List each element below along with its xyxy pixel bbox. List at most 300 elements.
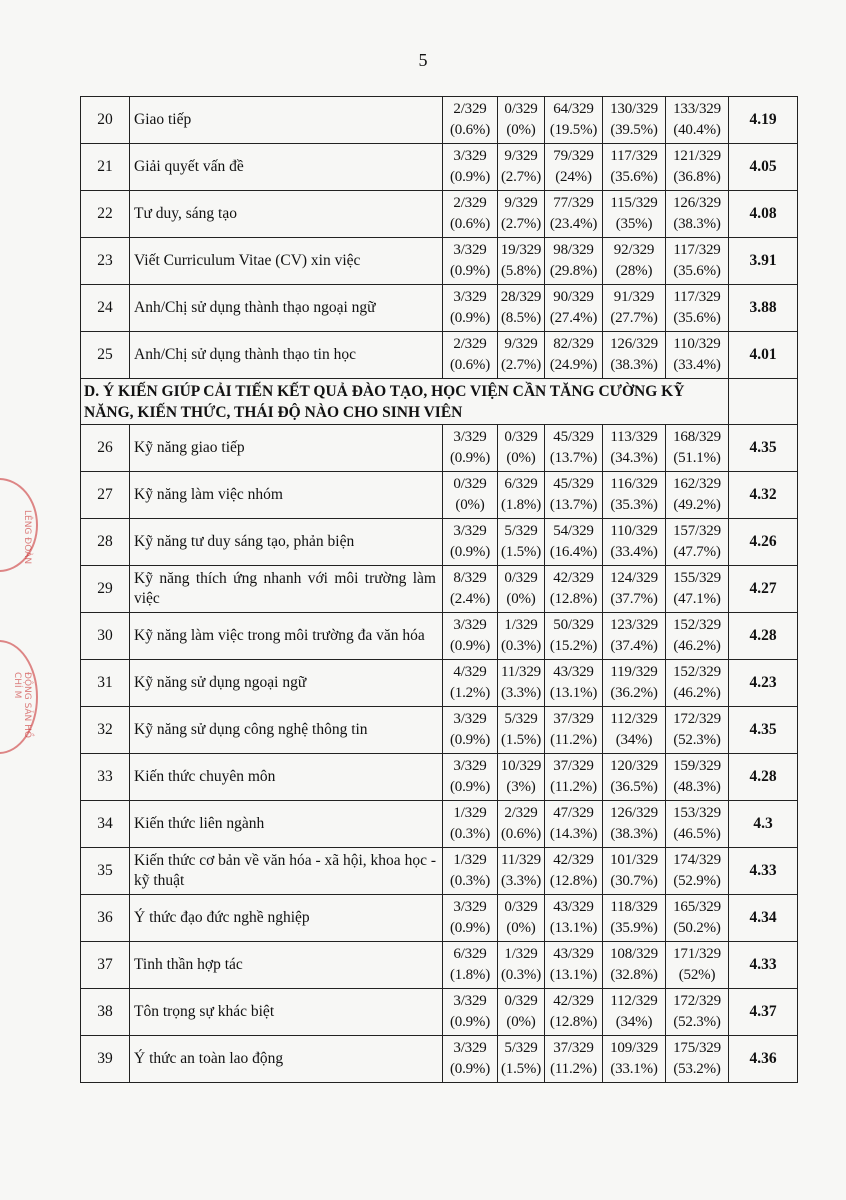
rating-count: 98/329	[553, 242, 594, 258]
rating-count: 113/329	[610, 429, 658, 445]
rating-cell-4	[603, 1036, 666, 1083]
rating-cell-4	[603, 97, 666, 144]
mean-score: 4.33	[729, 848, 798, 895]
row-number: 34	[81, 801, 130, 848]
rating-count: 152/329	[673, 617, 721, 633]
rating-count: 168/329	[673, 429, 721, 445]
rating-cell-1	[443, 332, 498, 379]
rating-cell-2	[498, 895, 545, 942]
rating-cell-1	[443, 707, 498, 754]
rating-percent: (1.5%)	[500, 1061, 542, 1077]
row-number: 39	[81, 1036, 130, 1083]
rating-count: 2/329	[453, 195, 487, 211]
rating-percent: (16.4%)	[549, 544, 598, 560]
rating-cell-3	[545, 472, 603, 519]
rating-count: 1/329	[504, 946, 538, 962]
table-row	[81, 144, 798, 191]
rating-percent: (33.4%)	[673, 357, 721, 373]
stamp-text: ĐỘNG SẢN HỒ CHÍ M	[12, 672, 32, 738]
rating-cell-3	[545, 989, 603, 1036]
rating-count: 117/329	[673, 289, 721, 305]
rating-count: 3/329	[453, 758, 487, 774]
rating-cell-1	[443, 425, 498, 472]
rating-count: 159/329	[673, 758, 721, 774]
row-number: 23	[81, 238, 130, 285]
rating-cell-4	[603, 895, 666, 942]
rating-count: 165/329	[673, 899, 721, 915]
rating-cell-1	[443, 1036, 498, 1083]
row-number: 26	[81, 425, 130, 472]
rating-count: 3/329	[453, 899, 487, 915]
rating-percent: (29.8%)	[549, 263, 598, 279]
rating-cell-1	[443, 191, 498, 238]
rating-percent: (5.8%)	[500, 263, 542, 279]
row-item-label: Anh/Chị sử dụng thành thạo ngoại ngữ	[130, 285, 443, 332]
table-row	[81, 238, 798, 285]
rating-cell-4	[603, 425, 666, 472]
section-d-title: D. Ý KIẾN GIÚP CẢI TIẾN KẾT QUẢ ĐÀO TẠO, HỌC VIỆN CẦN TĂNG CƯỜNG KỸ NĂNG, KIẾN THỨC, THÁI ĐỘ NÀO CHO SINH VIÊN	[81, 379, 729, 425]
rating-cell-3	[545, 519, 603, 566]
rating-percent: (34%)	[615, 732, 653, 748]
row-number: 20	[81, 97, 130, 144]
rating-percent: (24%)	[555, 169, 592, 185]
table-row	[81, 613, 798, 660]
rating-count: 42/329	[553, 852, 594, 868]
rating-percent: (11.2%)	[550, 732, 597, 748]
rating-cell-3	[545, 144, 603, 191]
table-row	[81, 754, 798, 801]
rating-count: 110/329	[673, 336, 721, 352]
mean-score: 4.01	[729, 332, 798, 379]
row-item-label: Ý thức đạo đức nghề nghiệp	[130, 895, 443, 942]
rating-cell-4	[603, 472, 666, 519]
rating-cell-3	[545, 848, 603, 895]
rating-percent: (12.8%)	[549, 591, 598, 607]
rating-count: 4/329	[453, 664, 487, 680]
rating-percent: (33.1%)	[610, 1061, 658, 1077]
rating-count: 3/329	[453, 711, 487, 727]
rating-percent: (53.2%)	[673, 1061, 721, 1077]
rating-count: 3/329	[453, 429, 487, 445]
rating-cell-2	[498, 660, 545, 707]
rating-cell-5	[666, 801, 729, 848]
rating-cell-5	[666, 519, 729, 566]
rating-percent: (46.2%)	[673, 685, 721, 701]
table-body-section-d	[81, 425, 798, 1083]
stamp-text: LÊNG ĐOÀN	[22, 510, 32, 565]
rating-percent: (32.8%)	[610, 967, 658, 983]
rating-cell-3	[545, 754, 603, 801]
row-item-label: Kiến thức cơ bản về văn hóa - xã hội, khoa học - kỹ thuật	[130, 848, 443, 895]
rating-percent: (0.9%)	[449, 1014, 491, 1030]
rating-percent: (27.7%)	[610, 310, 658, 326]
rating-percent: (8.5%)	[500, 310, 542, 326]
rating-percent: (19.5%)	[549, 122, 598, 138]
rating-percent: (36.8%)	[673, 169, 721, 185]
rating-cell-5	[666, 472, 729, 519]
table-row	[81, 425, 798, 472]
rating-cell-4	[603, 848, 666, 895]
rating-percent: (52.3%)	[673, 1014, 721, 1030]
rating-percent: (0.6%)	[500, 826, 542, 842]
rating-count: 118/329	[610, 899, 658, 915]
rating-percent: (1.5%)	[500, 544, 542, 560]
rating-count: 2/329	[453, 336, 487, 352]
rating-cell-2	[498, 848, 545, 895]
row-number: 35	[81, 848, 130, 895]
rating-percent: (14.3%)	[549, 826, 598, 842]
table-row	[81, 191, 798, 238]
rating-count: 3/329	[453, 1040, 487, 1056]
rating-percent: (35.9%)	[610, 920, 658, 936]
row-item-label: Tư duy, sáng tạo	[130, 191, 443, 238]
rating-count: 174/329	[673, 852, 721, 868]
rating-percent: (36.5%)	[610, 779, 658, 795]
rating-percent: (0.9%)	[449, 263, 491, 279]
mean-score: 4.3	[729, 801, 798, 848]
table-row	[81, 707, 798, 754]
section-header-row	[81, 379, 798, 425]
row-item-label: Giải quyết vấn đề	[130, 144, 443, 191]
rating-cell-5	[666, 144, 729, 191]
rating-cell-2	[498, 519, 545, 566]
rating-count: 3/329	[453, 289, 487, 305]
rating-percent: (2.7%)	[500, 216, 542, 232]
rating-percent: (37.4%)	[610, 638, 658, 654]
row-item-label: Tôn trọng sự khác biệt	[130, 989, 443, 1036]
rating-count: 2/329	[504, 805, 538, 821]
rating-cell-2	[498, 613, 545, 660]
rating-count: 64/329	[553, 101, 594, 117]
rating-percent: (0%)	[506, 122, 536, 138]
rating-cell-2	[498, 754, 545, 801]
rating-percent: (3%)	[506, 779, 536, 795]
row-number: 36	[81, 895, 130, 942]
rating-cell-4	[603, 285, 666, 332]
row-number: 32	[81, 707, 130, 754]
rating-percent: (39.5%)	[610, 122, 658, 138]
mean-score: 4.37	[729, 989, 798, 1036]
rating-count: 172/329	[673, 993, 721, 1009]
table-row	[81, 519, 798, 566]
rating-cell-4	[603, 144, 666, 191]
rating-count: 1/329	[504, 617, 538, 633]
rating-count: 0/329	[504, 429, 538, 445]
rating-percent: (11.2%)	[550, 779, 597, 795]
rating-percent: (2.7%)	[500, 357, 542, 373]
rating-count: 101/329	[610, 852, 658, 868]
rating-cell-2	[498, 97, 545, 144]
rating-percent: (12.8%)	[549, 873, 598, 889]
rating-cell-5	[666, 660, 729, 707]
row-item-label: Giao tiếp	[130, 97, 443, 144]
rating-percent: (0.3%)	[500, 638, 542, 654]
table-row	[81, 472, 798, 519]
rating-percent: (47.7%)	[673, 544, 721, 560]
rating-cell-3	[545, 425, 603, 472]
rating-count: 8/329	[453, 570, 487, 586]
rating-count: 1/329	[453, 805, 487, 821]
rating-percent: (11.2%)	[550, 1061, 597, 1077]
rating-cell-5	[666, 989, 729, 1036]
page-number: 5	[418, 50, 428, 70]
rating-cell-5	[666, 285, 729, 332]
rating-count: 171/329	[673, 946, 721, 962]
row-item-label: Kiến thức chuyên môn	[130, 754, 443, 801]
table-row	[81, 660, 798, 707]
rating-cell-4	[603, 191, 666, 238]
row-item-label: Kỹ năng tư duy sáng tạo, phản biện	[130, 519, 443, 566]
rating-cell-4	[603, 707, 666, 754]
rating-percent: (28%)	[615, 263, 653, 279]
rating-percent: (35.6%)	[673, 263, 721, 279]
rating-percent: (0.6%)	[449, 122, 491, 138]
rating-count: 109/329	[610, 1040, 658, 1056]
rating-cell-5	[666, 238, 729, 285]
rating-percent: (12.8%)	[549, 1014, 598, 1030]
rating-percent: (38.3%)	[610, 357, 658, 373]
rating-count: 37/329	[553, 1040, 594, 1056]
rating-count: 110/329	[610, 523, 658, 539]
rating-cell-4	[603, 332, 666, 379]
rating-count: 155/329	[673, 570, 721, 586]
table-body-section-d-header	[81, 379, 798, 425]
rating-count: 0/329	[453, 476, 487, 492]
mean-score: 4.28	[729, 754, 798, 801]
rating-cell-5	[666, 754, 729, 801]
rating-count: 77/329	[553, 195, 594, 211]
rating-count: 54/329	[553, 523, 594, 539]
rating-percent: (35%)	[615, 216, 653, 232]
rating-cell-2	[498, 989, 545, 1036]
rating-count: 0/329	[504, 993, 538, 1009]
rating-count: 130/329	[610, 101, 658, 117]
rating-count: 9/329	[504, 195, 538, 211]
rating-percent: (1.2%)	[449, 685, 491, 701]
rating-percent: (0.9%)	[449, 779, 491, 795]
row-item-label: Kỹ năng sử dụng ngoại ngữ	[130, 660, 443, 707]
rating-cell-3	[545, 238, 603, 285]
rating-count: 112/329	[610, 993, 658, 1009]
rating-cell-1	[443, 801, 498, 848]
rating-percent: (34%)	[615, 1014, 653, 1030]
rating-cell-2	[498, 238, 545, 285]
rating-cell-3	[545, 97, 603, 144]
rating-percent: (13.7%)	[549, 450, 598, 466]
rating-count: 6/329	[504, 476, 538, 492]
rating-percent: (35.6%)	[673, 310, 721, 326]
rating-percent: (0.9%)	[449, 544, 491, 560]
rating-count: 1/329	[453, 852, 487, 868]
rating-percent: (2.7%)	[500, 169, 542, 185]
rating-cell-5	[666, 566, 729, 613]
rating-count: 117/329	[610, 148, 658, 164]
rating-cell-3	[545, 942, 603, 989]
rating-count: 3/329	[453, 148, 487, 164]
rating-percent: (0.6%)	[449, 216, 491, 232]
rating-cell-3	[545, 707, 603, 754]
rating-percent: (24.9%)	[549, 357, 598, 373]
rating-cell-1	[443, 848, 498, 895]
mean-score: 4.32	[729, 472, 798, 519]
rating-percent: (48.3%)	[673, 779, 721, 795]
rating-count: 126/329	[610, 336, 658, 352]
table-row	[81, 801, 798, 848]
rating-percent: (0.3%)	[500, 967, 542, 983]
rating-percent: (0%)	[455, 497, 485, 513]
rating-cell-1	[443, 613, 498, 660]
rating-cell-2	[498, 707, 545, 754]
row-number: 25	[81, 332, 130, 379]
rating-count: 92/329	[613, 242, 655, 258]
rating-percent: (40.4%)	[673, 122, 721, 138]
rating-percent: (0.9%)	[449, 920, 491, 936]
rating-cell-1	[443, 754, 498, 801]
rating-cell-4	[603, 942, 666, 989]
rating-count: 10/329	[500, 758, 542, 774]
rating-percent: (13.7%)	[549, 497, 598, 513]
row-item-label: Kiến thức liên ngành	[130, 801, 443, 848]
rating-cell-2	[498, 942, 545, 989]
rating-count: 121/329	[673, 148, 721, 164]
rating-cell-3	[545, 660, 603, 707]
rating-percent: (52.3%)	[673, 732, 721, 748]
row-item-label: Kỹ năng sử dụng công nghệ thông tin	[130, 707, 443, 754]
rating-cell-4	[603, 754, 666, 801]
rating-percent: (0.9%)	[449, 169, 491, 185]
row-item-label: Viết Curriculum Vitae (CV) xin việc	[130, 238, 443, 285]
mean-score: 4.35	[729, 707, 798, 754]
section-empty-cell	[729, 379, 798, 425]
row-number: 27	[81, 472, 130, 519]
rating-cell-5	[666, 895, 729, 942]
rating-percent: (0.9%)	[449, 732, 491, 748]
rating-count: 37/329	[553, 758, 594, 774]
rating-cell-1	[443, 285, 498, 332]
rating-percent: (0.9%)	[449, 310, 491, 326]
rating-percent: (36.2%)	[610, 685, 658, 701]
rating-count: 90/329	[553, 289, 594, 305]
table-row	[81, 989, 798, 1036]
rating-percent: (35.6%)	[610, 169, 658, 185]
rating-percent: (0.3%)	[449, 826, 491, 842]
table-body-section-c	[81, 97, 798, 379]
rating-cell-3	[545, 191, 603, 238]
rating-percent: (1.8%)	[449, 967, 491, 983]
rating-percent: (49.2%)	[673, 497, 721, 513]
mean-score: 4.33	[729, 942, 798, 989]
row-item-label: Ý thức an toàn lao động	[130, 1036, 443, 1083]
rating-cell-1	[443, 566, 498, 613]
mean-score: 4.28	[729, 613, 798, 660]
rating-cell-1	[443, 97, 498, 144]
rating-cell-1	[443, 144, 498, 191]
rating-count: 43/329	[553, 946, 594, 962]
rating-percent: (33.4%)	[610, 544, 658, 560]
rating-percent: (23.4%)	[549, 216, 598, 232]
rating-count: 2/329	[453, 101, 487, 117]
rating-count: 0/329	[504, 101, 538, 117]
rating-count: 45/329	[553, 476, 594, 492]
rating-count: 152/329	[673, 664, 721, 680]
rating-cell-2	[498, 191, 545, 238]
row-number: 37	[81, 942, 130, 989]
rating-percent: (1.5%)	[500, 732, 542, 748]
rating-cell-2	[498, 425, 545, 472]
rating-count: 126/329	[610, 805, 658, 821]
row-number: 33	[81, 754, 130, 801]
row-item-label: Kỹ năng thích ứng nhanh với môi trường làm việc	[130, 566, 443, 613]
table-row	[81, 285, 798, 332]
rating-count: 37/329	[553, 711, 594, 727]
rating-count: 0/329	[504, 570, 538, 586]
rating-count: 5/329	[504, 711, 538, 727]
rating-count: 82/329	[553, 336, 594, 352]
rating-cell-4	[603, 238, 666, 285]
rating-percent: (13.1%)	[549, 967, 598, 983]
rating-cell-5	[666, 707, 729, 754]
rating-cell-5	[666, 1036, 729, 1083]
rating-percent: (3.3%)	[500, 685, 542, 701]
row-item-label: Tinh thần hợp tác	[130, 942, 443, 989]
rating-count: 3/329	[453, 617, 487, 633]
mean-score: 4.34	[729, 895, 798, 942]
table-row	[81, 1036, 798, 1083]
table-row	[81, 566, 798, 613]
rating-count: 19/329	[500, 242, 542, 258]
rating-cell-1	[443, 989, 498, 1036]
rating-percent: (0.9%)	[449, 638, 491, 654]
rating-cell-1	[443, 895, 498, 942]
rating-percent: (13.1%)	[549, 685, 598, 701]
row-item-label: Kỹ năng giao tiếp	[130, 425, 443, 472]
rating-count: 6/329	[453, 946, 487, 962]
rating-count: 116/329	[610, 476, 658, 492]
rating-percent: (38.3%)	[673, 216, 721, 232]
rating-count: 42/329	[553, 993, 594, 1009]
rating-count: 43/329	[553, 664, 594, 680]
mean-score: 3.88	[729, 285, 798, 332]
rating-count: 45/329	[553, 429, 594, 445]
rating-percent: (0%)	[506, 920, 536, 936]
rating-count: 9/329	[504, 148, 538, 164]
mean-score: 4.35	[729, 425, 798, 472]
rating-percent: (2.4%)	[449, 591, 491, 607]
rating-count: 3/329	[453, 242, 487, 258]
red-stamp-seal-lower	[0, 640, 38, 754]
rating-cell-3	[545, 895, 603, 942]
rating-count: 50/329	[553, 617, 594, 633]
rating-percent: (15.2%)	[549, 638, 598, 654]
rating-count: 108/329	[610, 946, 658, 962]
row-number: 31	[81, 660, 130, 707]
row-number: 30	[81, 613, 130, 660]
rating-count: 123/329	[610, 617, 658, 633]
rating-cell-5	[666, 613, 729, 660]
rating-cell-4	[603, 660, 666, 707]
rating-percent: (0.3%)	[449, 873, 491, 889]
rating-percent: (30.7%)	[610, 873, 658, 889]
rating-count: 3/329	[453, 523, 487, 539]
mean-score: 4.26	[729, 519, 798, 566]
rating-cell-3	[545, 801, 603, 848]
row-number: 22	[81, 191, 130, 238]
rating-percent: (0%)	[506, 450, 536, 466]
rating-percent: (0.9%)	[449, 1061, 491, 1077]
mean-score: 4.19	[729, 97, 798, 144]
rating-cell-1	[443, 519, 498, 566]
mean-score: 4.08	[729, 191, 798, 238]
